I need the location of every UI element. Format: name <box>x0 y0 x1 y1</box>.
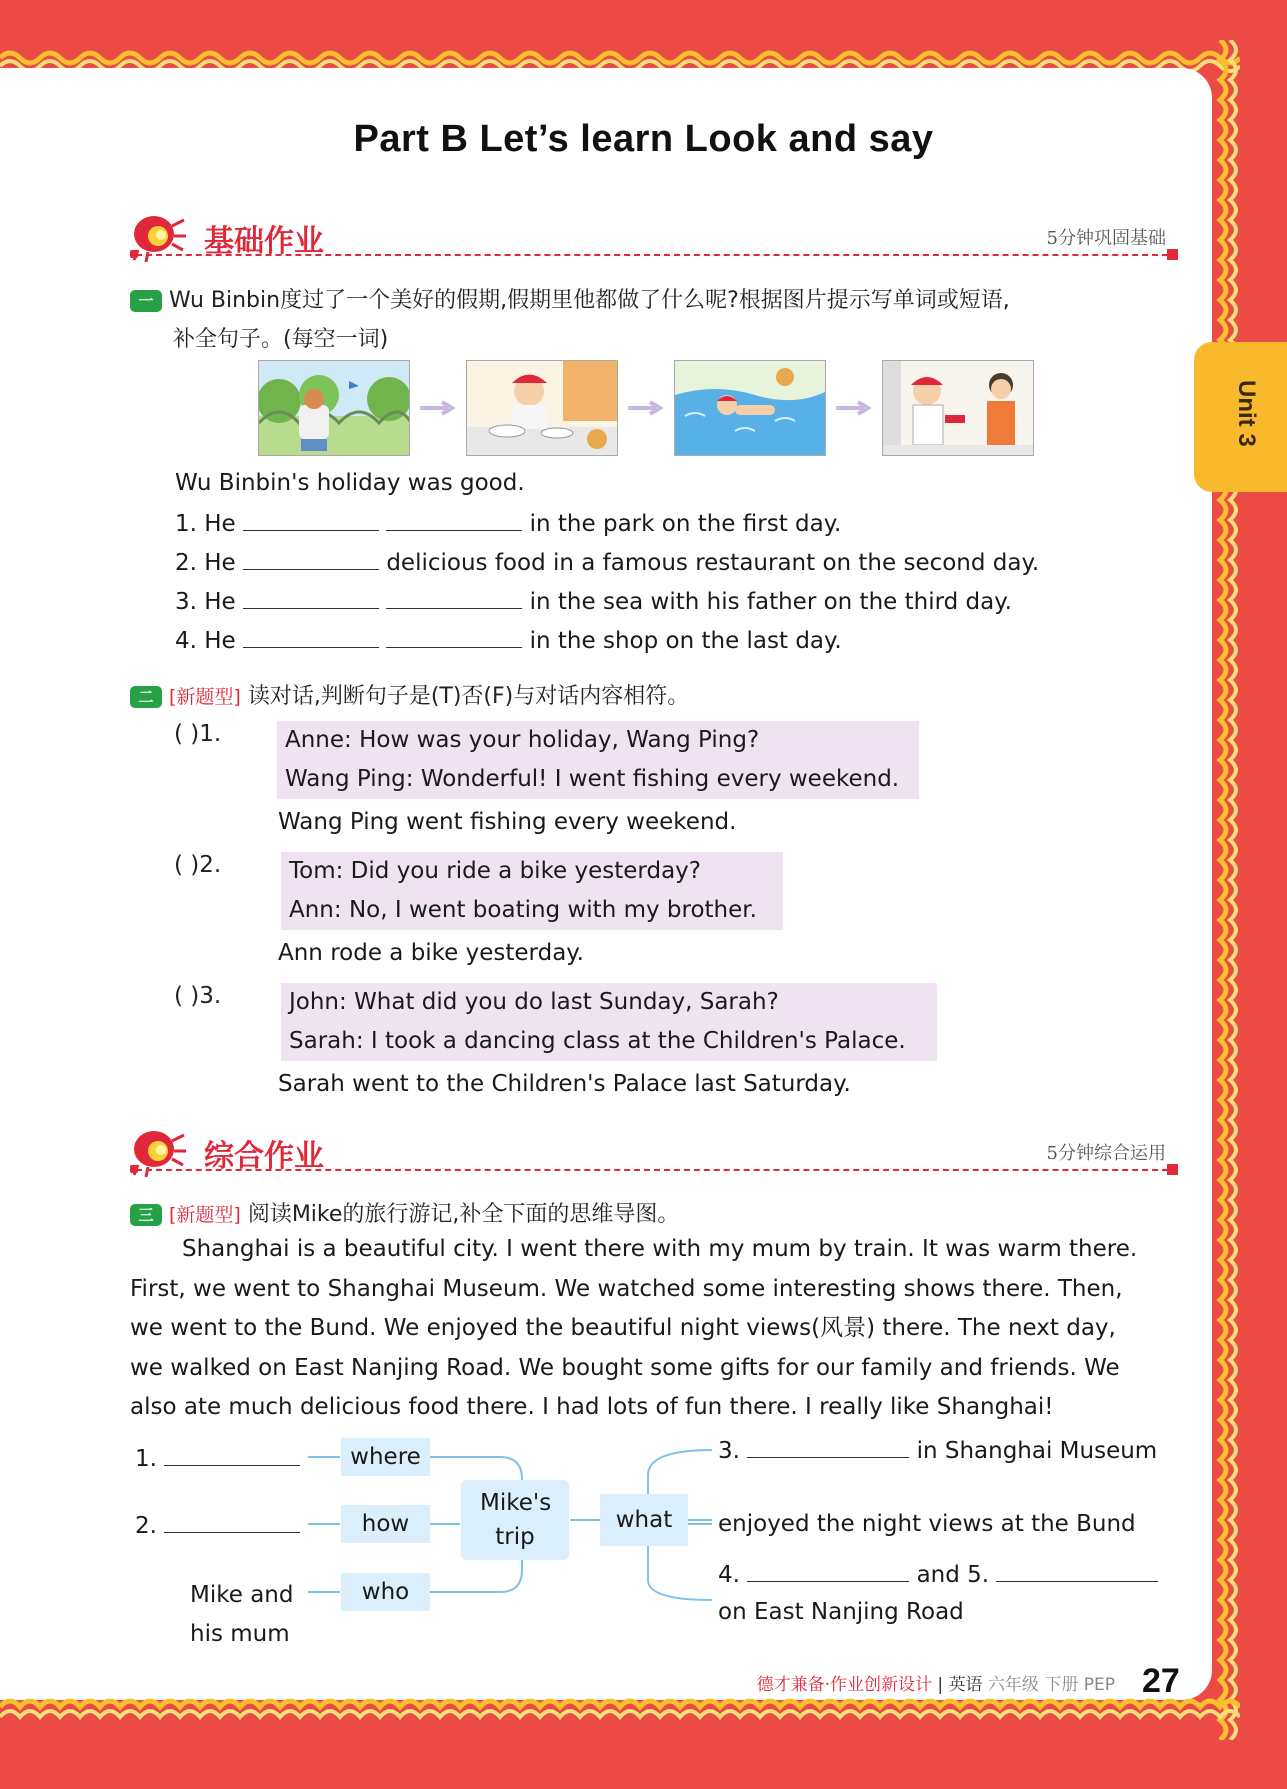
blank-number: 4. <box>718 1562 740 1588</box>
page-title: Part B Let’s learn Look and say <box>353 118 934 160</box>
dash-end-square <box>1167 1164 1178 1175</box>
who-answer-line: his mum <box>190 1621 290 1647</box>
q1-item-2 <box>175 548 1039 576</box>
section-label: 基础作业 <box>204 224 324 259</box>
answer-blank[interactable] <box>386 626 522 648</box>
q2-number-badge: 二 <box>130 686 162 708</box>
right-wave-border <box>1198 40 1253 1740</box>
dialog-line: Wang Ping: Wonderful! I went fishing every weekend. <box>285 766 900 792</box>
arrow-right-icon <box>420 400 460 416</box>
footer-subject: 英语 <box>948 1675 983 1695</box>
mindmap-node-where: where <box>341 1438 430 1476</box>
mindmap-answer-4-5 <box>718 1560 1158 1588</box>
answer-blank[interactable] <box>243 587 379 609</box>
mindmap-fact-bund: enjoyed the night views at the Bund <box>718 1511 1136 1537</box>
q1-number-badge: 一 <box>130 290 162 312</box>
q1-item-1 <box>175 509 841 537</box>
arrow-right-icon <box>836 400 876 416</box>
reading-passage <box>130 1230 1170 1428</box>
judge-statement-1: Wang Ping went fishing every weekend. <box>278 809 737 835</box>
answer-blank[interactable] <box>747 1436 909 1458</box>
item-suffix: in the shop on the last day. <box>529 628 842 654</box>
passage-line: Shanghai is a beautiful city. I went there with my mum by train. It was warm there. <box>182 1236 1138 1262</box>
section-header-basic <box>128 210 1178 260</box>
answer-blank[interactable] <box>243 509 379 531</box>
dialog-line: Tom: Did you ride a bike yesterday? <box>289 858 702 884</box>
picture-shopping-boy <box>882 360 1034 456</box>
blank-number: 1. <box>135 1446 157 1472</box>
mindmap-node-what: what <box>600 1494 688 1546</box>
blank-number: 3. <box>718 1438 740 1464</box>
who-answer-line: Mike and <box>190 1582 294 1608</box>
passage-line: we went to the Bund. We enjoyed the beautiful night views(风景) there. The next day, <box>130 1315 1116 1341</box>
section-time-note: 5分钟综合运用 <box>1046 1143 1166 1164</box>
page-number: 27 <box>1142 1662 1180 1700</box>
dialog-box-2 <box>281 852 783 930</box>
item-suffix: in the park on the first day. <box>529 511 842 537</box>
judge-paren-3[interactable]: ( )3. <box>174 983 222 1009</box>
q1-instruction-line2: 补全句子。(每空一词) <box>173 327 389 352</box>
item-suffix: delicious food in a famous restaurant on the second day. <box>386 550 1040 576</box>
passage-line: we walked on East Nanjing Road. We bought some gifts for our family and friends. We <box>130 1354 1120 1381</box>
dialog-box-3 <box>281 983 937 1061</box>
answer-blank[interactable] <box>747 1560 909 1582</box>
mindmap-center-label: Mike's trip <box>480 1490 552 1550</box>
answer-blank[interactable] <box>243 626 379 648</box>
new-type-tag: [新题型] <box>169 686 241 708</box>
q1-picture-strip <box>258 360 1038 456</box>
mindmap-who-answer <box>190 1576 293 1654</box>
q1-instruction <box>130 283 1010 314</box>
dash-end-square <box>1167 249 1178 260</box>
mindmap-answer-1 <box>135 1444 300 1472</box>
mindmap-node-who: who <box>341 1573 430 1611</box>
picture-eating-boy <box>466 360 618 456</box>
mindmap-center-node <box>461 1480 569 1560</box>
item-prefix: 2. He <box>175 550 236 576</box>
q1-intro: Wu Binbin's holiday was good. <box>175 470 525 496</box>
footer-brand: 德才兼备·作业创新设计 <box>756 1675 932 1695</box>
q3-instruction-text: 阅读Mike的旅行游记,补全下面的思维导图。 <box>247 1202 680 1227</box>
section-header-comprehensive <box>128 1125 1178 1175</box>
footer <box>757 1670 1115 1695</box>
footer-separator: | <box>937 1675 944 1695</box>
q3-instruction <box>130 1197 679 1228</box>
answer-blank[interactable] <box>243 548 379 570</box>
mindmap-answer-3 <box>718 1436 1157 1464</box>
item-prefix: 4. He <box>175 628 236 654</box>
q3-number-badge: 三 <box>130 1204 162 1226</box>
q1-item-3 <box>175 587 1012 615</box>
blank-number: 2. <box>135 1513 157 1539</box>
q1-item-4 <box>175 626 842 654</box>
footer-edition: PEP <box>1083 1675 1115 1695</box>
dialog-line: Anne: How was your holiday, Wang Ping? <box>285 727 760 753</box>
mindmap-node-how: how <box>341 1505 430 1543</box>
section-divider <box>136 254 1178 256</box>
judge-paren-1[interactable]: ( )1. <box>174 721 222 747</box>
section-divider <box>136 1169 1178 1171</box>
judge-statement-3: Sarah went to the Children's Palace last Saturday. <box>278 1071 851 1097</box>
blank-number: and 5. <box>916 1562 990 1588</box>
answer-blank[interactable] <box>386 587 522 609</box>
q1-instruction-line1: Wu Binbin度过了一个美好的假期,假期里他都做了什么呢?根据图片提示写单词或短语, <box>169 288 1010 313</box>
judge-statement-2: Ann rode a bike yesterday. <box>278 940 584 966</box>
q2-instruction <box>130 679 689 710</box>
dialog-line: Ann: No, I went boating with my brother. <box>289 897 757 923</box>
item-prefix: 1. He <box>175 511 236 537</box>
q2-instruction-text: 读对话,判断句子是(T)否(F)与对话内容相符。 <box>247 684 690 709</box>
new-type-tag: [新题型] <box>169 1204 241 1226</box>
dialog-box-1 <box>277 721 919 799</box>
arrow-right-icon <box>628 400 668 416</box>
section-label: 综合作业 <box>204 1139 324 1174</box>
answer-blank[interactable] <box>996 1560 1158 1582</box>
answer-blank[interactable] <box>164 1444 300 1466</box>
footer-term: 下册 <box>1044 1675 1079 1695</box>
answer-blank[interactable] <box>386 509 522 531</box>
section-time-note: 5分钟巩固基础 <box>1046 228 1166 249</box>
answer-blank[interactable] <box>164 1511 300 1533</box>
unit-tab[interactable] <box>1194 342 1287 492</box>
dialog-line: Sarah: I took a dancing class at the Children's Palace. <box>289 1028 906 1054</box>
mindmap-answer-2 <box>135 1511 300 1539</box>
picture-swimming-boy <box>674 360 826 456</box>
judge-paren-2[interactable]: ( )2. <box>174 852 222 878</box>
answer-suffix: in Shanghai Museum <box>916 1438 1158 1464</box>
passage-line: also ate much delicious food there. I had lots of fun there. I really like Shanghai! <box>130 1394 1054 1420</box>
mindmap-road-line: on East Nanjing Road <box>718 1599 964 1625</box>
footer-grade: 六年级 <box>987 1675 1039 1695</box>
item-suffix: in the sea with his father on the third day. <box>529 589 1012 615</box>
item-prefix: 3. He <box>175 589 236 615</box>
dialog-line: John: What did you do last Sunday, Sarah? <box>289 989 779 1015</box>
picture-park-boy <box>258 360 410 456</box>
unit-tab-label: Unit 3 <box>1233 380 1260 447</box>
passage-line: First, we went to Shanghai Museum. We watched some interesting shows there. Then, <box>130 1275 1123 1302</box>
